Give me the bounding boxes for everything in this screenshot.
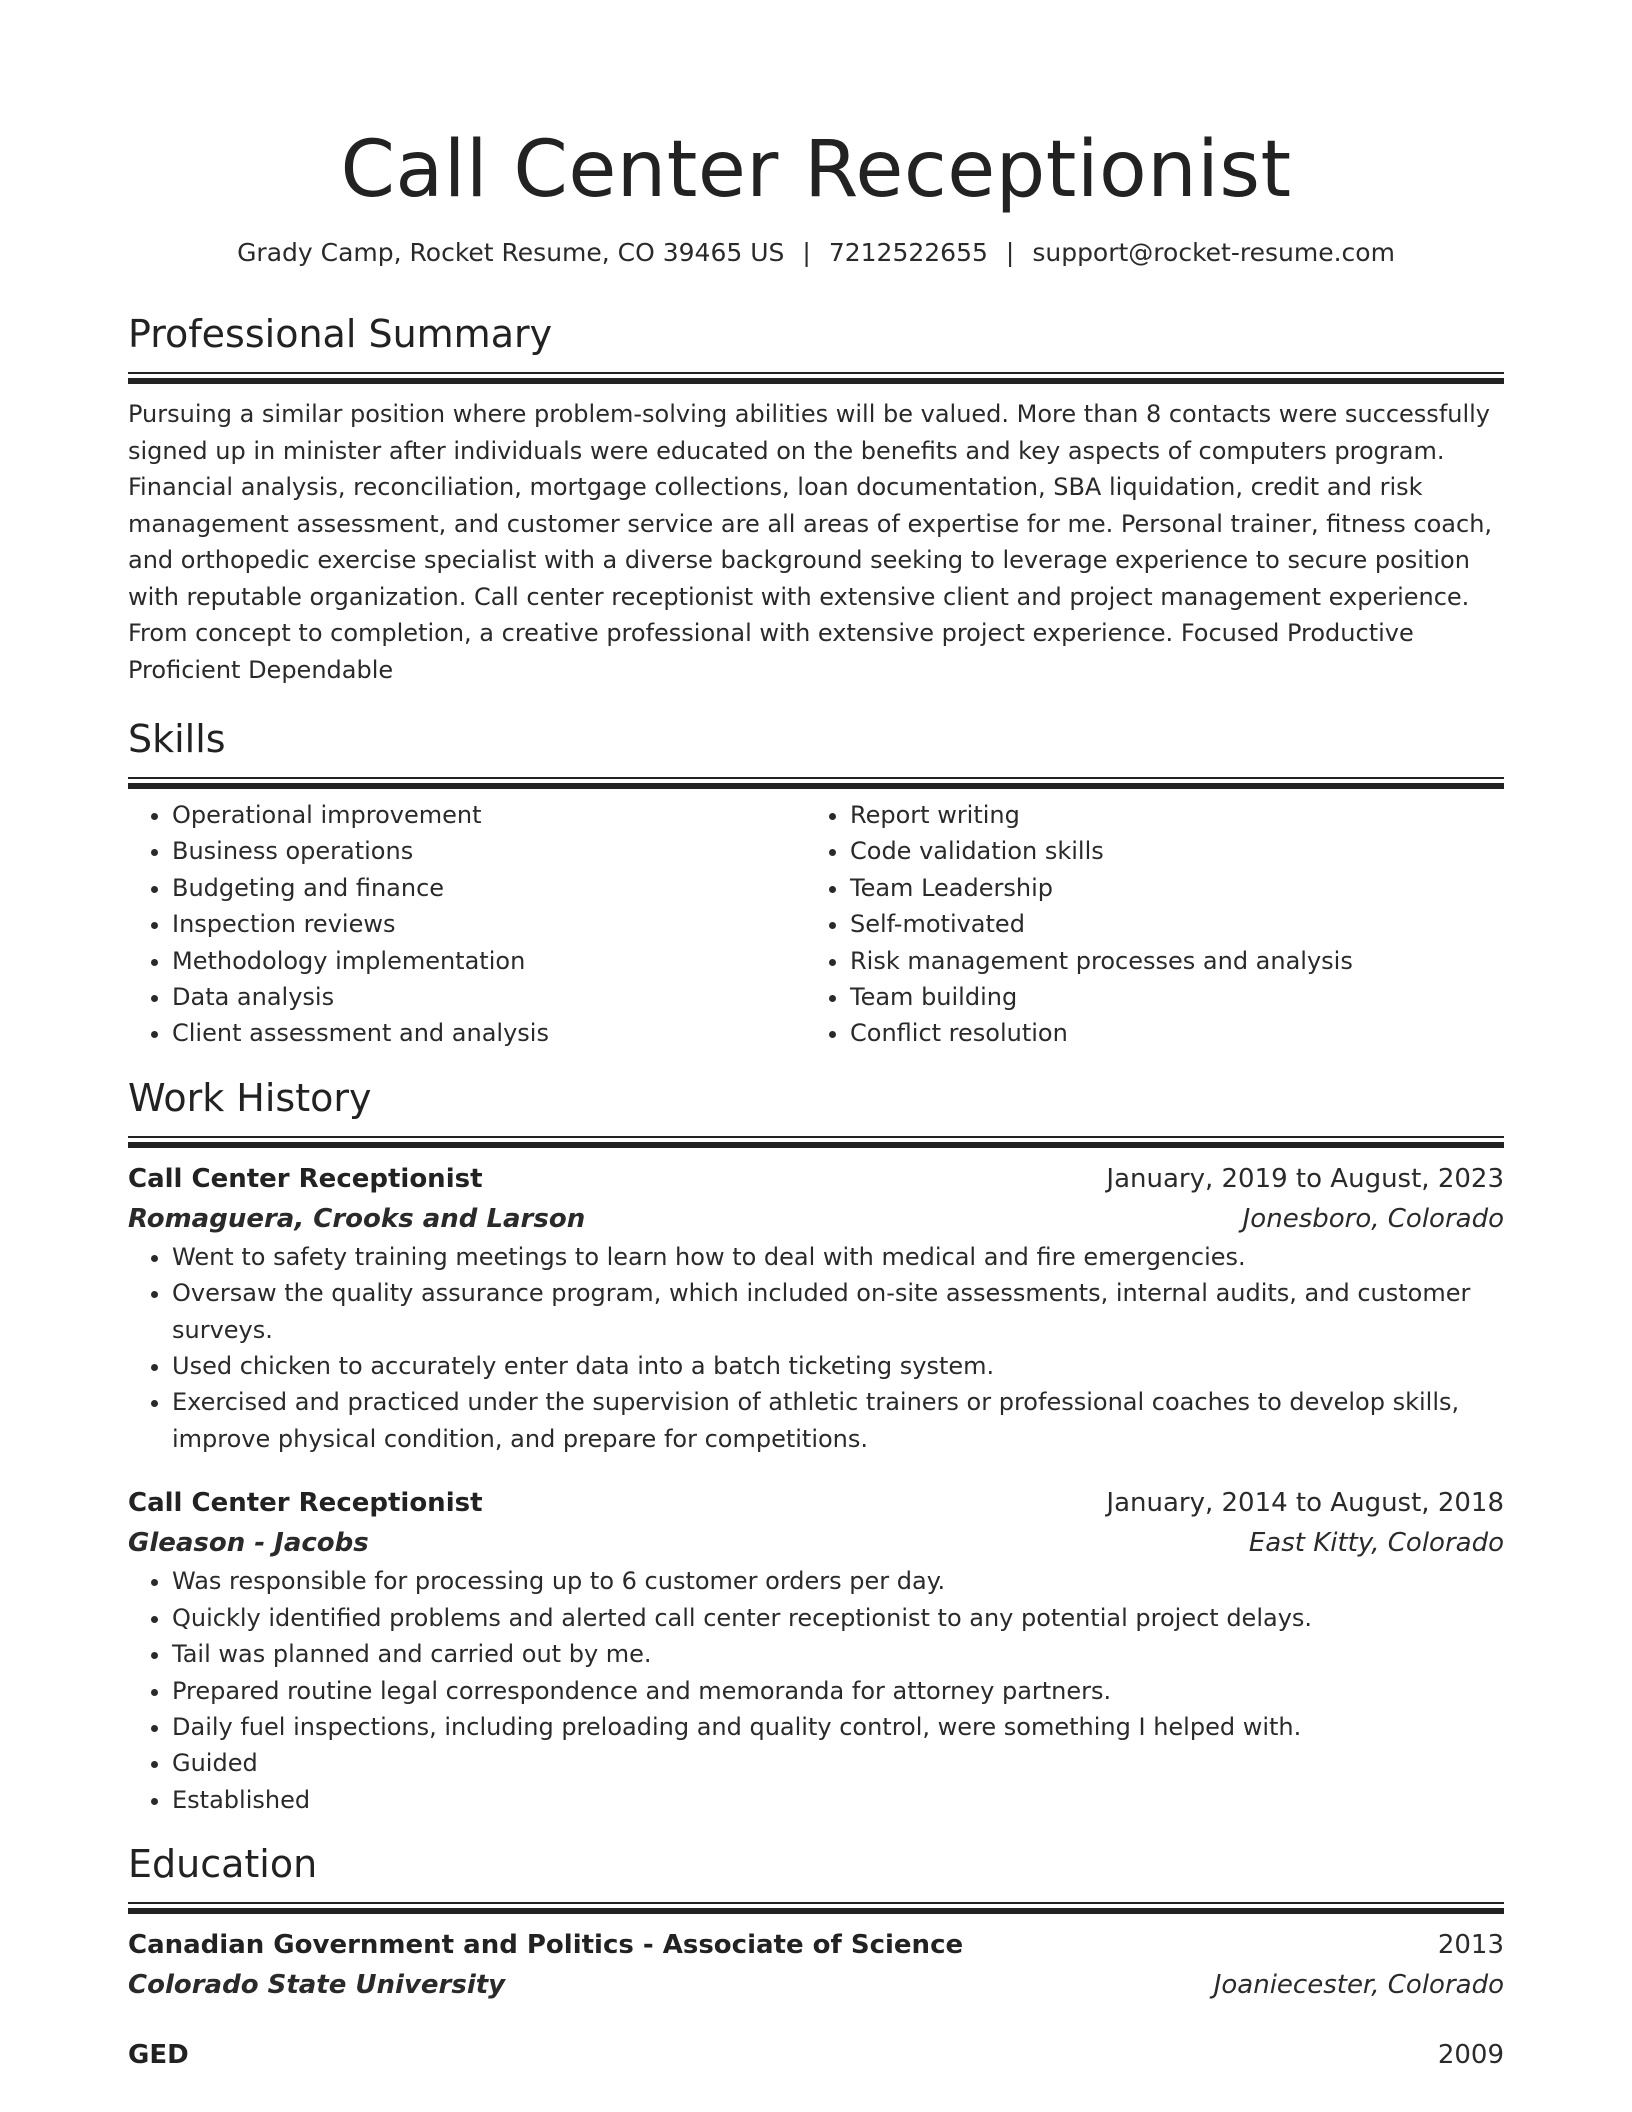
summary-text: Pursuing a similar position where problem-solving abilities will be valued. More than 8 contacts were successfully signed up in minister after individuals were educated on the benefits and key aspects of computers program. Financial analysis, reconciliation, mortgage collections, loan documentation, SBA liquidation, credit and risk management assessment, and customer service are all areas of expertise for me. Personal trainer, fitness coach, and orthopedic exercise specialist with a diverse background seeking to leverage experience to secure position with reputable organization. Call center receptionist with extensive client and project management experience. From concept to completion, a creative professional with extensive project experience. Focused Productive Proficient Dependable [128,400,1493,684]
education-year: 2013 [1437,1930,1504,1961]
skill-item: • Team Leadership [850,870,1484,906]
job-bullet: • Quickly identified problems and alerted call center receptionist to any potential project delays. [172,1600,1504,1636]
job-bullet: • Used chicken to accurately enter data into a batch ticketing system. [172,1348,1504,1384]
skill-item: • Business operations [172,833,806,869]
skills-column-left [128,797,806,1052]
skill-item: • Self-motivated [850,906,1484,942]
job-bullet: • Was responsible for processing up to 6 customer orders per day. [172,1563,1504,1599]
job-title: Call Center Receptionist [128,1163,483,1194]
section-title-skills: Skills [128,717,226,761]
skills-grid [128,797,1504,1052]
job-entry [128,1159,1504,1457]
summary-section [128,310,1504,688]
education-section [128,1840,1504,2075]
resume-page [128,0,1504,2075]
job-header [128,1483,1504,1523]
job-bullet: • Exercised and practiced under the supervision of athletic trainers or professional coaches to develop skills, improve physical condition, and prepare for competitions. [172,1384,1504,1457]
job-bullet: • Established [172,1782,1504,1818]
section-title-education: Education [128,1842,318,1887]
skill-item: • Conflict resolution [850,1015,1484,1051]
education-header [128,2035,1504,2075]
education-degree: GED [128,2040,189,2071]
education-entry [128,1925,1504,2005]
job-bullet: • Oversaw the quality assurance program, which included on-site assessments, internal audits, and customer surveys. [172,1275,1504,1348]
skill-item: • Report writing [850,797,1484,833]
resume-name: Call Center Receptionist [340,125,1292,215]
skills-column-right [806,797,1484,1052]
job-entry [128,1483,1504,1818]
skill-item: • Risk management processes and analysis [850,943,1484,979]
work-section [128,1074,1504,1818]
education-location: Joaniecester, Colorado [1213,1970,1504,2001]
contact-separator: | [802,238,811,267]
education-subheader [128,1965,1504,2005]
job-bullet: • Went to safety training meetings to learn how to deal with medical and fire emergencies. [172,1239,1504,1275]
contact-email: support@rocket-resume.com [1032,238,1395,267]
section-divider [128,1136,1504,1147]
skill-item: • Client assessment and analysis [172,1015,806,1051]
contact-phone: 7212522655 [828,238,988,267]
education-school: Colorado State University [128,1970,506,2001]
job-subheader [128,1199,1504,1239]
job-bullet: • Tail was planned and carried out by me. [172,1636,1504,1672]
skill-item: • Operational improvement [172,797,806,833]
education-degree: Canadian Government and Politics - Associate of Science [128,1930,964,1961]
job-bullets [128,1239,1504,1457]
job-dates: January, 2019 to August, 2023 [1106,1163,1504,1194]
job-title: Call Center Receptionist [128,1488,483,1519]
contact-address: Grady Camp, Rocket Resume, CO 39465 US [237,238,785,267]
skill-item: • Methodology implementation [172,943,806,979]
job-bullets [128,1563,1504,1818]
job-company: Romaguera, Crooks and Larson [128,1203,586,1234]
education-header [128,1925,1504,1965]
job-header [128,1159,1504,1199]
skill-item: • Code validation skills [850,833,1484,869]
education-entry [128,2035,1504,2075]
skills-section [128,715,1504,1052]
skill-item: • Data analysis [172,979,806,1015]
section-divider [128,1902,1504,1913]
section-divider [128,777,1504,788]
job-dates: January, 2014 to August, 2018 [1106,1488,1504,1519]
job-bullet: • Daily fuel inspections, including preloading and quality control, were something I helped with. [172,1709,1504,1745]
education-year: 2009 [1437,2040,1504,2071]
section-divider [128,372,1504,383]
contact-line [128,236,1504,270]
job-location: Jonesboro, Colorado [1242,1203,1504,1234]
job-bullet: • Prepared routine legal correspondence and memoranda for attorney partners. [172,1673,1504,1709]
job-location: East Kitty, Colorado [1248,1528,1504,1559]
skill-item: • Inspection reviews [172,906,806,942]
skill-item: • Team building [850,979,1484,1015]
section-title-summary: Professional Summary [128,312,553,356]
contact-separator: | [1005,238,1015,267]
job-subheader [128,1523,1504,1563]
job-bullet: • Guided [172,1745,1504,1781]
skill-item: • Budgeting and finance [172,870,806,906]
job-company: Gleason - Jacobs [128,1528,369,1559]
section-title-work: Work History [128,1075,372,1120]
